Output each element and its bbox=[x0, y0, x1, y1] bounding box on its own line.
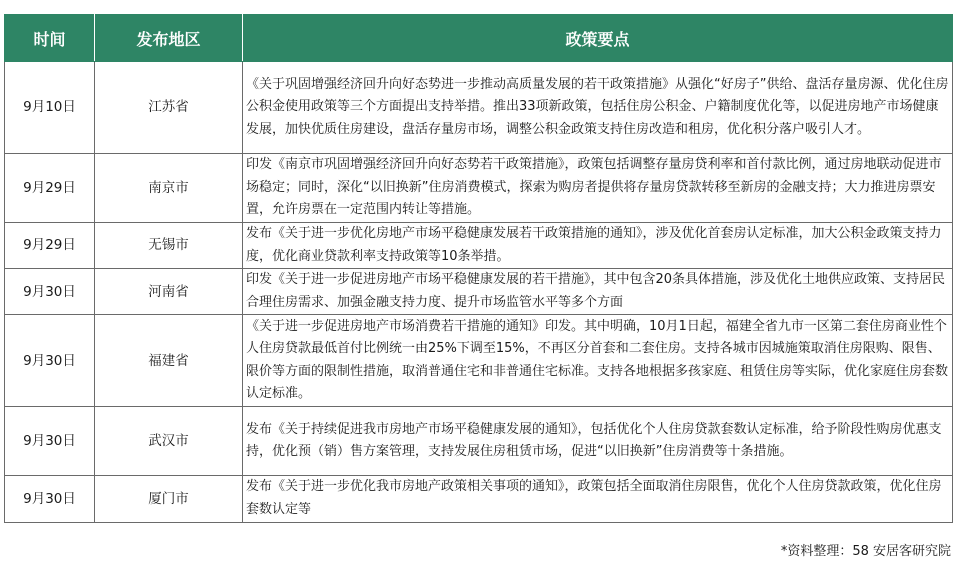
row-date: 9月29日 bbox=[5, 154, 95, 223]
row-region: 武汉市 bbox=[95, 407, 243, 476]
row-date: 9月30日 bbox=[5, 315, 95, 407]
row-policy: 发布《关于进一步优化房地产市场平稳健康发展若干政策措施的通知》，涉及优化首套房认定标准，加大公积金政策支持力度，优化商业贷款利率支持政策等10条举措。 bbox=[243, 223, 953, 269]
policy-table bbox=[4, 14, 953, 523]
source-note: *资料整理：58 安居客研究院 bbox=[780, 544, 951, 559]
row-region: 福建省 bbox=[95, 315, 243, 407]
row-policy: 《关于巩固增强经济回升向好态势进一步推动高质量发展的若干政策措施》从强化“好房子”供给、盘活存量房源、优化住房公积金使用政策等三个方面提出支持举措。推出33项新政策，包括住房公积金、户籍制度优化等，以促进房地产市场健康发展，加快优质住房建设，盘活存量房市场，调整公积金政策支持住房改造和租房，优化积分落户吸引人才。 bbox=[243, 62, 953, 154]
row-date: 9月10日 bbox=[5, 62, 95, 154]
row-date: 9月30日 bbox=[5, 269, 95, 315]
row-region: 江苏省 bbox=[95, 62, 243, 154]
row-policy: 印发《关于进一步促进房地产市场平稳健康发展的若干措施》，其中包含20条具体措施，涉及优化土地供应政策、支持居民合理住房需求、加强金融支持力度、提升市场监管水平等多个方面 bbox=[243, 269, 953, 315]
row-region: 无锡市 bbox=[95, 223, 243, 269]
table-row bbox=[5, 62, 953, 154]
table-row bbox=[5, 315, 953, 407]
row-region: 河南省 bbox=[95, 269, 243, 315]
row-policy: 发布《关于进一步优化我市房地产政策相关事项的通知》，政策包括全面取消住房限售，优化个人住房贷款政策，优化住房套数认定等 bbox=[243, 476, 953, 522]
header-region: 发布地区 bbox=[95, 15, 243, 62]
header-policy: 政策要点 bbox=[243, 15, 953, 62]
table-row bbox=[5, 476, 953, 522]
row-date: 9月30日 bbox=[5, 476, 95, 522]
table-row bbox=[5, 269, 953, 315]
row-date: 9月30日 bbox=[5, 407, 95, 476]
header-date: 时间 bbox=[5, 15, 95, 62]
row-policy: 《关于进一步促进房地产市场消费若干措施的通知》印发。其中明确，10月1日起，福建全省九市一区第二套住房商业性个人住房贷款最低首付比例统一由25%下调至15%，不再区分首套和二套住房。支持各城市因城施策取消住房限购、限售、限价等方面的限制性措施，取消普通住宅和非普通住宅标准。支持各地根据多孩家庭、租赁住房等实际，优化家庭住房套数认定标准。 bbox=[243, 315, 953, 407]
row-policy: 印发《南京市巩固增强经济回升向好态势若干政策措施》，政策包括调整存量房贷利率和首付款比例，通过房地联动促进市场稳定；同时，深化“以旧换新”住房消费模式，探索为购房者提供将存量房贷款转移至新房的金融支持；大力推进房票安置，允许房票在一定范围内转让等措施。 bbox=[243, 154, 953, 223]
row-region: 厦门市 bbox=[95, 476, 243, 522]
row-policy: 发布《关于持续促进我市房地产市场平稳健康发展的通知》，包括优化个人住房贷款套数认定标准，给予阶段性购房优惠支持，优化预（销）售方案管理，支持发展住房租赁市场，促进“以旧换新”住房消费等十条措施。 bbox=[243, 407, 953, 476]
table-header-row bbox=[5, 15, 953, 62]
table-row bbox=[5, 223, 953, 269]
row-region: 南京市 bbox=[95, 154, 243, 223]
row-date: 9月29日 bbox=[5, 223, 95, 269]
table-row bbox=[5, 407, 953, 476]
policy-table-container bbox=[4, 14, 952, 523]
table-row bbox=[5, 154, 953, 223]
